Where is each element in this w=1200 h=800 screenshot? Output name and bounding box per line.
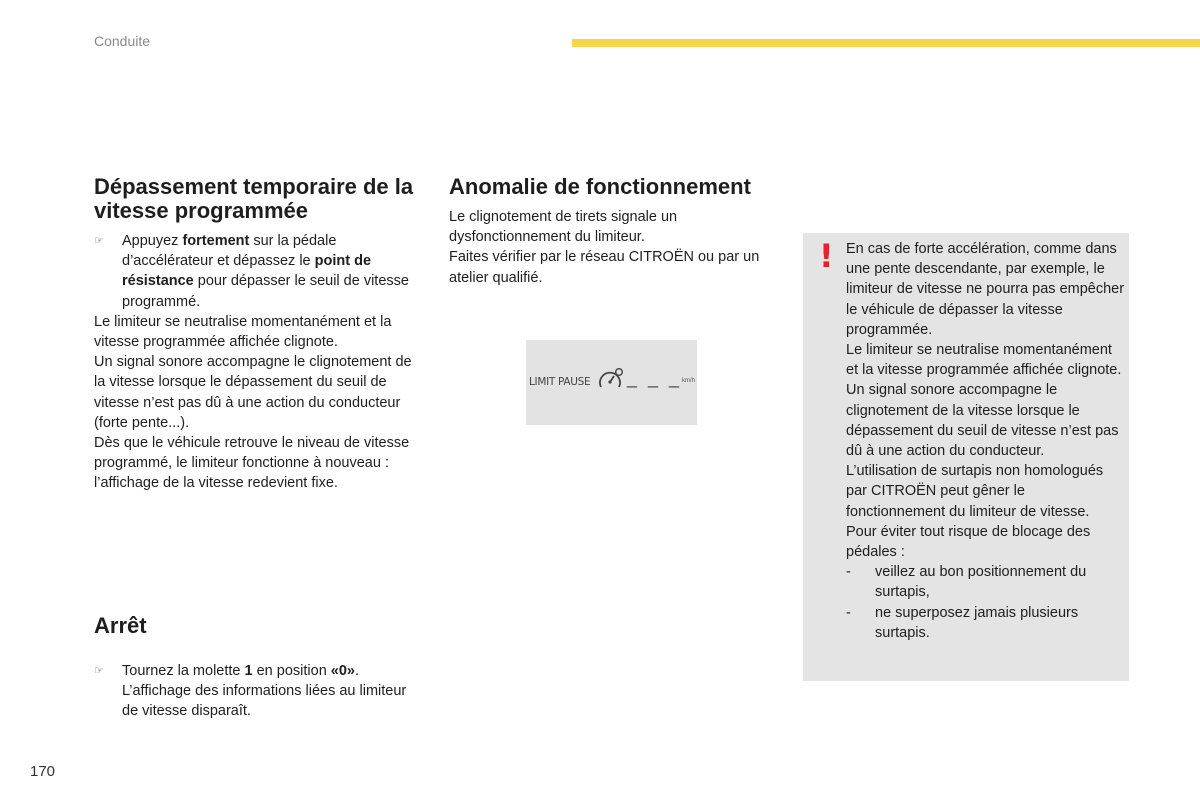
hand-pointer-icon: ☞ [94, 235, 104, 247]
speed-dashes: _ _ _ [627, 368, 683, 388]
stop-instruction-text: Tournez la molette 1 en position «0». L’affichage des informations liées au limiteur de vitesse disparaît. [122, 663, 407, 720]
page-number: 170 [30, 763, 56, 780]
overspeed-paragraph-3: Dès que le véhicule retrouve le niveau de vitesse programmé, le limiteur fonctionne à nouveau : l’affichage de la vitesse redevient fixe. [94, 435, 410, 492]
warning-exclamation-icon: ! [819, 237, 834, 275]
speed-unit: km/h [682, 378, 696, 384]
stop-section [94, 614, 424, 722]
warning-paragraph-2: Le limiteur se neutralise momentanément et la vitesse programmée affichée clignote. [846, 342, 1122, 379]
stop-instruction [94, 661, 424, 722]
instrument-display-image [526, 340, 697, 425]
warning-list-item: - ne superposez jamais plusieurs surtapis. [846, 604, 1079, 641]
malfunction-paragraph-1: Le clignotement de tirets signale un dysfonctionnement du limiteur. [449, 209, 678, 246]
warning-paragraph-1: En cas de forte accélération, comme dans une pente descendante, par exemple, le limiteur de vitesse ne pourra pas empêcher le véhicule de dépasser la vitesse programmée. [846, 241, 1125, 338]
overspeed-instruction [94, 231, 426, 312]
overspeed-paragraph-1: Le limiteur se neutralise momentanément et la vitesse programmée affichée clignote. [94, 313, 392, 351]
warning-box [803, 233, 1129, 681]
stop-heading: Arrêt [94, 613, 147, 638]
overspeed-heading: Dépassement temporaire de la vitesse programmée [94, 174, 414, 223]
warning-paragraph-3: Un signal sonore accompagne le clignotement de la vitesse lorsque le dépassement du seuil de vitesse n’est pas dû à une action du conducteur. [846, 382, 1119, 460]
warning-text [846, 239, 1126, 643]
warning-list-item: - veillez au bon positionnement du surtapis, [846, 564, 1087, 601]
warning-paragraph-5: Pour éviter tout risque de blocage des pédales : [846, 523, 1091, 561]
header-accent-bar [572, 39, 1200, 47]
malfunction-paragraph-2: Faites vérifier par le réseau CITROËN ou par un atelier qualifié. [449, 249, 760, 286]
speed-limiter-icon [598, 367, 624, 393]
warning-paragraph-4: L’utilisation de surtapis non homologués par CITROËN peut gêner le fonctionnement du limiteur de vitesse. [846, 463, 1104, 520]
overspeed-section [94, 175, 426, 494]
hand-pointer-icon: ☞ [94, 665, 104, 677]
display-status-label: LIMIT PAUSE [529, 376, 591, 388]
malfunction-section [449, 175, 769, 288]
malfunction-heading: Anomalie de fonctionnement [449, 174, 751, 199]
section-title: Conduite [94, 33, 151, 49]
overspeed-paragraph-2: Un signal sonore accompagne le clignotement de la vitesse lorsque le dépassement du seuil de vitesse n’est pas dû à une action du conducteur (forte pente...). [94, 354, 412, 431]
overspeed-instruction-text: Appuyez fortement sur la pédale d’accélérateur et dépassez le point de résistance pour dépasser le seuil de vitesse programmé. [122, 233, 409, 310]
